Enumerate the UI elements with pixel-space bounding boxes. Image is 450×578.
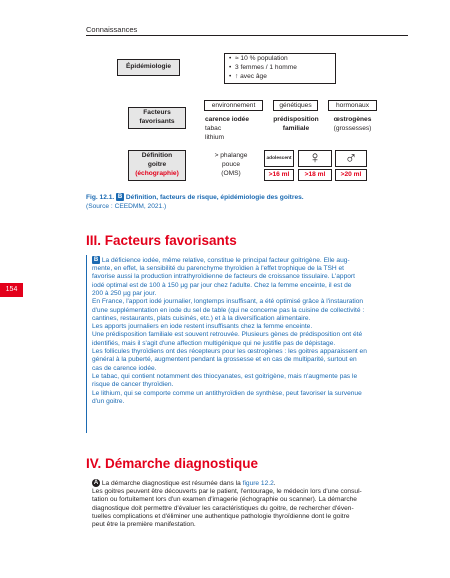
horm-line-2: (grossesses) bbox=[333, 125, 372, 132]
section-3-level-bar bbox=[86, 255, 87, 433]
section-3-line: identifiés, mais il s'agit d'une affection multigénique qui ne justifie pas de dépistage. bbox=[92, 339, 336, 347]
horm-header: hormonaux bbox=[336, 101, 369, 109]
epidemiologie-title: Épidémiologie bbox=[125, 63, 172, 70]
definition-line-1: Définition bbox=[141, 152, 173, 159]
section-3-line: Une prédisposition familiale est souvent retrouvée. Plusieurs gènes de prédisposition ont été bbox=[92, 331, 363, 339]
section-4-line: peut être la première manifestation. bbox=[92, 521, 196, 529]
section-3-line: risque de cancer thyroïdien. bbox=[92, 381, 174, 389]
caption-text: Définition, facteurs de risque, épidémiologie des goitres. bbox=[125, 194, 304, 201]
definition-line-3: (échographie) bbox=[135, 170, 179, 177]
section-4-body bbox=[92, 479, 402, 530]
adolescent-label: adolescent bbox=[266, 155, 292, 161]
running-header: Connaissances bbox=[86, 25, 138, 34]
section-3-line: 200 à 250 µg par jour. bbox=[92, 289, 157, 297]
section-3-line: iodé optimal est de 100 à 150 µg par jour chez l'adulte. Chez la femme enceinte, il est de bbox=[92, 281, 352, 289]
section-3-badge: B bbox=[93, 257, 99, 263]
section-3-line: d'un goitre. bbox=[92, 397, 125, 405]
section-3-line: Le lithium, qui se comporte comme un antithyroïdien de synthèse, peut favoriser la survenue bbox=[92, 389, 362, 397]
value-male: >20 ml bbox=[340, 171, 362, 178]
epi-bullet-3: • ↑ avec âge bbox=[229, 73, 267, 80]
value-female: >18 ml bbox=[304, 171, 326, 178]
gen-line-2: familiale bbox=[282, 125, 310, 132]
facteurs-title-1: Facteurs bbox=[143, 109, 171, 116]
section-4-line: tuelles complications et d'éliminer une authentique pathologie thyroïdienne dont le goitre bbox=[92, 512, 350, 520]
caption-source: (Source : CEEDMM, 2021.) bbox=[86, 203, 167, 210]
section-3-line: B La déficience iodée, même relative, constitue le principal facteur goitrigène. Elle aug- bbox=[93, 256, 350, 264]
gen-line-1: prédisposition bbox=[273, 116, 319, 123]
section-3-line: Le tabac, qui contient notamment des thiocyanates, est goitrigène, mais n'augmente pas le bbox=[92, 372, 358, 380]
caption-badge: B bbox=[117, 194, 123, 201]
section-3-line: cas de carence iodée. bbox=[92, 364, 157, 372]
male-icon: ♂ bbox=[344, 148, 358, 167]
section-3-line: général à la puberté, augmentent pendant la grossesse et en cas de multiparité, surtout en bbox=[92, 356, 357, 364]
facteurs-title-2: favorisants bbox=[139, 118, 175, 125]
section-3-line: cantines, restaurants, plats cuisinés, etc.) et à la diversification alimentaire. bbox=[92, 314, 311, 322]
phalange-line-3: (OMS) bbox=[221, 170, 241, 177]
epi-bullet-2: • 3 femmes / 1 homme bbox=[229, 64, 297, 71]
section-3-line: Les follicules thyroïdiens ont des récepteurs pour les œstrogènes : les goitres apparaissent en bbox=[92, 348, 367, 356]
caption-label: Fig. 12.1. bbox=[86, 194, 115, 201]
section-3-line: favorise aussi la production intrathyroïdienne de facteurs de croissance tissulaire. L'apport bbox=[92, 273, 355, 281]
section-3-title: III. Facteurs favorisants bbox=[86, 233, 237, 248]
section-3-body bbox=[92, 256, 402, 406]
section-4-title: IV. Démarche diagnostique bbox=[86, 456, 259, 471]
section-4-badge: A bbox=[93, 480, 99, 486]
section-3-line: En France, l'apport iodé journalier, longtemps insuffisant, a été optimisé grâce à l'instauration bbox=[92, 298, 364, 306]
section-4-line: tation ou fortuitement lors d'un examen d'imagerie (échographie ou scanner). La démarche bbox=[92, 496, 357, 504]
phalange-line-2: pouce bbox=[222, 161, 240, 168]
value-adolescent: >16 ml bbox=[268, 171, 290, 178]
section-4-line: diagnostique doit permettre d'évaluer les caractéristiques du goitre, de rechercher d'éven- bbox=[92, 504, 354, 512]
figure-caption bbox=[86, 193, 304, 211]
page-number: 154 bbox=[0, 283, 23, 297]
section-3-line: mente, en effet, la sensibilité du parenchyme thyroïdien à l'effet trophique de la TSH et bbox=[92, 265, 344, 273]
epi-bullet-1: • ≈ 10 % population bbox=[229, 55, 288, 62]
env-line-3: lithium bbox=[205, 134, 225, 141]
section-3-line: d'une supplémentation en iode du sel de table (qui ne concerne pas la cuisine de collectivité : bbox=[92, 306, 365, 314]
env-line-1: carence iodée bbox=[205, 116, 249, 123]
definition-line-2: goitre bbox=[147, 161, 167, 168]
section-3-line: Les apports journaliers en iode restent insuffisants chez la femme enceinte. bbox=[92, 323, 313, 331]
gen-header: génétiques bbox=[279, 101, 312, 109]
section-4-line: Les goitres peuvent être découverts par le patient, l'entourage, le médecin lors d'une consul- bbox=[92, 488, 362, 496]
figure-12-2-link[interactable]: figure 12.2 bbox=[242, 479, 274, 487]
section-4-intro: A La démarche diagnostique est résumée dans la figure 12.2. bbox=[93, 479, 276, 487]
phalange-line-1: > phalange bbox=[214, 152, 248, 159]
header-rule bbox=[86, 35, 408, 36]
female-icon: ♀ bbox=[308, 148, 322, 167]
env-line-2: tabac bbox=[205, 125, 222, 132]
env-header: environnement bbox=[211, 101, 256, 109]
horm-line-1: œstrogènes bbox=[333, 116, 372, 123]
